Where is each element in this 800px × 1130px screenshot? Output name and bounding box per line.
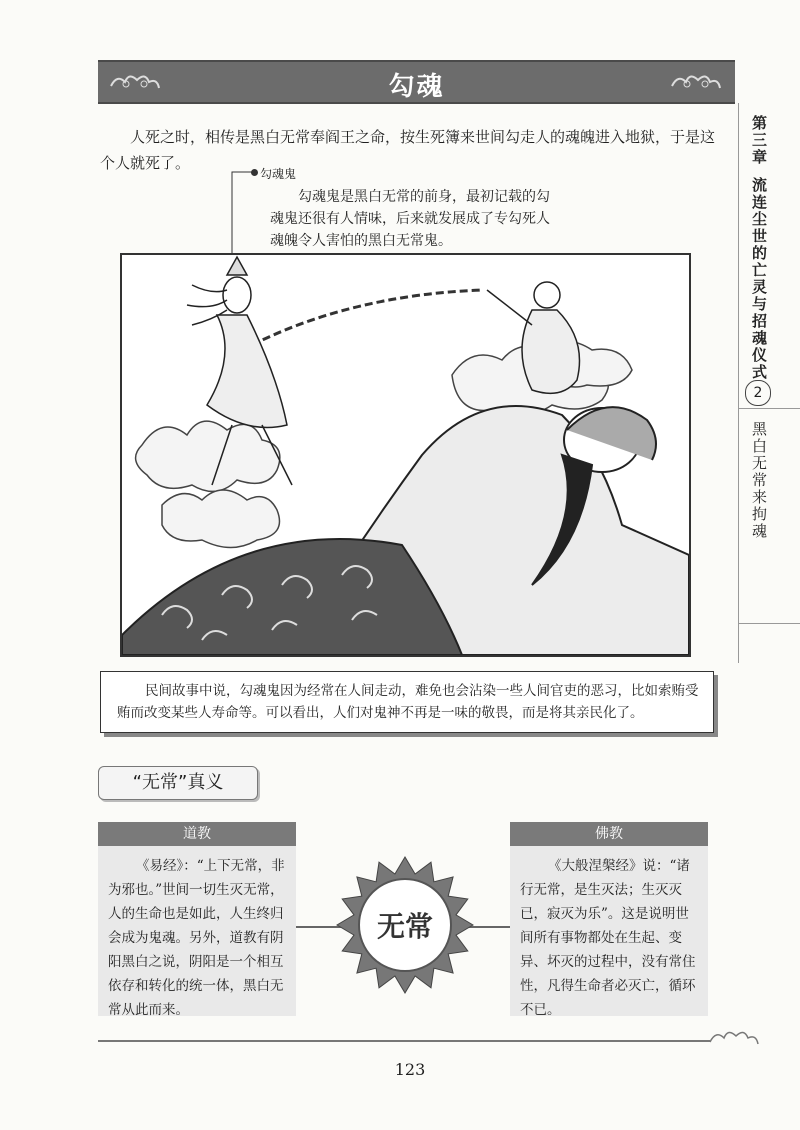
chain-shape — [252, 290, 482, 345]
sidebar-divider — [738, 408, 800, 409]
page-number: 123 — [394, 1060, 426, 1079]
illustration-drawing — [122, 255, 689, 655]
title-bar — [98, 60, 735, 104]
sidebar-divider — [738, 623, 800, 624]
buddhism-text: 《大般涅槃经》说：“诸行无常，是生灭法；生灭灭已，寂灭为乐”。这是说明世间所有事物都处在生起、变异、坏灭的过程中，没有常住性，凡得生命者必灭亡，循环不已。 — [510, 846, 708, 1016]
callout-label: 勾魂鬼 — [260, 167, 297, 181]
footer-divider — [98, 1040, 710, 1042]
callout-dot-icon — [251, 169, 258, 176]
center-label: 无常 — [376, 910, 433, 943]
ghost-illustration — [120, 253, 691, 657]
callout-leader-line — [228, 168, 258, 260]
section-title: 黑白无常来拘魂 — [750, 421, 768, 540]
daoism-heading: 道教 — [98, 822, 296, 846]
intro-paragraph: 人死之时，相传是黑白无常奉阎王之命，按生死簿来世间勾走人的魂魄进入地狱，于是这个人就死了。 — [100, 128, 716, 172]
page-title: 勾魂 — [388, 72, 445, 102]
chapter-number: 第三章 — [750, 115, 768, 166]
section-number-badge: 2 — [745, 380, 771, 406]
chapter-title: 流连尘世的亡灵与招魂仪式 — [750, 177, 768, 381]
folk-note-text: 民间故事中说，勾魂鬼因为经常在人间走动，难免也会沾染一些人间官吏的恶习，比如索贿受贿而改变某些人寿命等。可以看出，人们对鬼神不再是一味的敬畏，而是将其亲民化了。 — [117, 683, 699, 721]
cloud-ornament-footer-icon — [705, 1024, 765, 1052]
folk-note-box — [100, 671, 714, 733]
cloud-ornament-right-icon — [667, 68, 727, 96]
callout-text: 勾魂鬼是黑白无常的前身，最初记载的勾魂鬼还很有人情味，后来就发展成了专勾死人魂魄令人害怕的黑白无常鬼。 — [270, 189, 550, 249]
daoism-text: 《易经》：“上下无常，非为邪也。”世间一切生灭无常，人的生命也是如此，人生终归会成为鬼魂。另外，道教有阴阳黑白之说，阴阳是一个相互依存和转化的统一体，黑白无常从此而来。 — [98, 846, 296, 1016]
chapter-sidebar — [738, 103, 777, 663]
section-heading: “无常”真义 — [98, 766, 258, 800]
buddhism-heading: 佛教 — [510, 822, 708, 846]
